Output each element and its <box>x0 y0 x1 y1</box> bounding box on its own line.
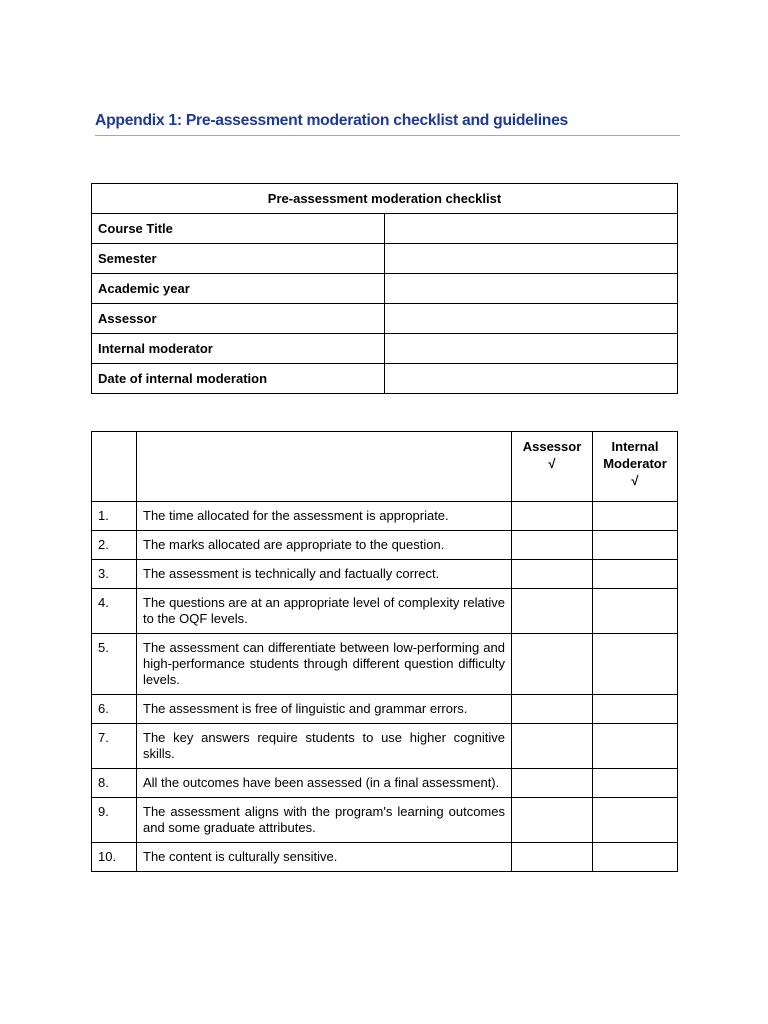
checklist-item-number: 5. <box>92 634 137 695</box>
checklist-row <box>92 798 678 843</box>
header-assessor <box>512 432 593 502</box>
moderator-check-cell[interactable] <box>593 531 678 560</box>
assessor-check-cell[interactable] <box>512 695 593 724</box>
info-row-course-title <box>92 214 678 244</box>
checklist-item-text: The time allocated for the assessment is appropriate. <box>137 502 512 531</box>
checklist-item-text: The assessment is free of linguistic and grammar errors. <box>137 695 512 724</box>
assessor-check-cell[interactable] <box>512 634 593 695</box>
checklist-item-number: 3. <box>92 560 137 589</box>
checklist-row <box>92 634 678 695</box>
checklist-item-text: The questions are at an appropriate level of complexity relative to the OQF levels. <box>137 589 512 634</box>
info-label: Internal moderator <box>92 334 385 364</box>
checklist-item-text: All the outcomes have been assessed (in a final assessment). <box>137 769 512 798</box>
header-internal-moderator <box>593 432 678 502</box>
page-heading <box>95 112 680 136</box>
header-blank-text <box>137 432 512 502</box>
info-row-assessor <box>92 304 678 334</box>
info-value-field[interactable] <box>385 304 678 334</box>
info-label: Semester <box>92 244 385 274</box>
moderator-check-cell[interactable] <box>593 843 678 872</box>
checklist-row <box>92 724 678 769</box>
info-value-field[interactable] <box>385 214 678 244</box>
checklist-item-number: 2. <box>92 531 137 560</box>
moderator-check-cell[interactable] <box>593 589 678 634</box>
assessor-check-cell[interactable] <box>512 502 593 531</box>
info-label: Date of internal moderation <box>92 364 385 394</box>
info-row-academic-year <box>92 274 678 304</box>
moderator-check-cell[interactable] <box>593 502 678 531</box>
assessor-check-cell[interactable] <box>512 589 593 634</box>
moderation-checklist-table <box>91 431 678 872</box>
moderation-info-table <box>91 183 678 394</box>
assessor-check-cell[interactable] <box>512 798 593 843</box>
checklist-item-text: The assessment is technically and factually correct. <box>137 560 512 589</box>
assessor-check-cell[interactable] <box>512 531 593 560</box>
assessor-check-cell[interactable] <box>512 769 593 798</box>
info-table-title-row <box>92 184 678 214</box>
moderator-check-cell[interactable] <box>593 798 678 843</box>
checklist-item-number: 8. <box>92 769 137 798</box>
checklist-row <box>92 843 678 872</box>
moderator-check-cell[interactable] <box>593 634 678 695</box>
checklist-item-number: 6. <box>92 695 137 724</box>
checklist-row <box>92 769 678 798</box>
info-label: Assessor <box>92 304 385 334</box>
moderator-check-cell[interactable] <box>593 695 678 724</box>
info-value-field[interactable] <box>385 244 678 274</box>
header-moderator-label-line2: Moderator <box>603 456 667 471</box>
assessor-check-cell[interactable] <box>512 560 593 589</box>
assessor-check-cell[interactable] <box>512 724 593 769</box>
moderator-check-cell[interactable] <box>593 769 678 798</box>
info-table-title: Pre-assessment moderation checklist <box>92 184 678 214</box>
checklist-item-number: 7. <box>92 724 137 769</box>
checklist-row <box>92 531 678 560</box>
info-label: Academic year <box>92 274 385 304</box>
checklist-item-number: 1. <box>92 502 137 531</box>
checklist-item-text: The assessment can differentiate between low-performing and high-performance students through different question difficulty levels. <box>137 634 512 695</box>
checklist-item-number: 4. <box>92 589 137 634</box>
checklist-body <box>92 502 678 872</box>
header-blank-num <box>92 432 137 502</box>
header-moderator-label-line1: Internal <box>611 439 659 454</box>
checklist-header-row <box>92 432 678 502</box>
checkmark-icon: √ <box>548 456 556 471</box>
info-value-field[interactable] <box>385 274 678 304</box>
checklist-row <box>92 502 678 531</box>
info-row-date-of-moderation <box>92 364 678 394</box>
checklist-item-number: 9. <box>92 798 137 843</box>
checklist-row <box>92 589 678 634</box>
assessor-check-cell[interactable] <box>512 843 593 872</box>
info-label: Course Title <box>92 214 385 244</box>
checklist-item-number: 10. <box>92 843 137 872</box>
checkmark-icon: √ <box>631 473 639 488</box>
moderator-check-cell[interactable] <box>593 560 678 589</box>
moderator-check-cell[interactable] <box>593 724 678 769</box>
info-value-field[interactable] <box>385 334 678 364</box>
checklist-row <box>92 695 678 724</box>
checklist-row <box>92 560 678 589</box>
checklist-item-text: The marks allocated are appropriate to the question. <box>137 531 512 560</box>
info-value-field[interactable] <box>385 364 678 394</box>
info-row-internal-moderator <box>92 334 678 364</box>
page-heading-text: Appendix 1: Pre-assessment moderation checklist and guidelines <box>95 112 568 129</box>
checklist-item-text: The key answers require students to use higher cognitive skills. <box>137 724 512 769</box>
checklist-item-text: The assessment aligns with the program's learning outcomes and some graduate attributes. <box>137 798 512 843</box>
info-row-semester <box>92 244 678 274</box>
checklist-item-text: The content is culturally sensitive. <box>137 843 512 872</box>
header-assessor-label: Assessor <box>522 439 582 454</box>
